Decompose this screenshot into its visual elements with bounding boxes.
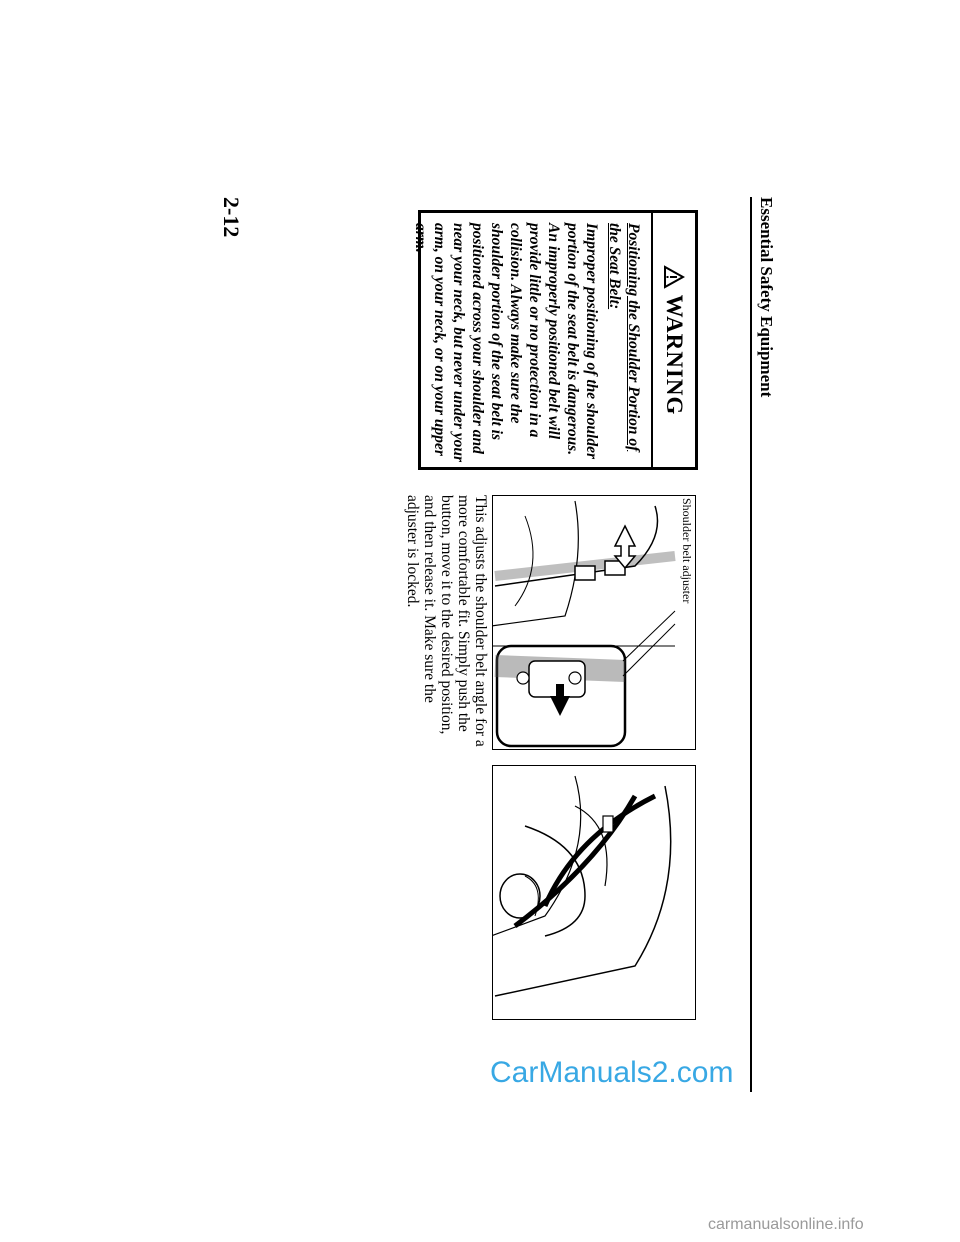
watermark-carmanuals2: CarManuals2.com (490, 1056, 734, 1089)
figure-label: Shoulder belt adjuster (680, 498, 694, 604)
warning-body: Improper positioning of the shoulder portion of the seat belt is dangerous. An improperly positioned belt will provide little or no protection in a collision. Always make sure the shoulder portion of the seat belt is positioned across your shoulder and near your neck, but never under your arm, on your neck, or on your upper arm. (412, 223, 600, 462)
watermark-carmanualsonline: carmanualsonline.info (708, 1216, 864, 1233)
page-number: 2-12 (219, 197, 244, 238)
header-rule (750, 197, 752, 1092)
shoulder-belt-adjuster-figure (492, 495, 696, 750)
belt-position-figure (492, 765, 696, 1020)
warning-triangle-icon (663, 265, 685, 289)
section-header: Essential Safety Equipment (757, 197, 776, 398)
warning-header (651, 213, 695, 467)
adjuster-description: This adjusts the shoulder belt angle for a more comfortable fit. Simply push the button, move it to the desired position, and then release it. Make sure the adjuster is locked. (404, 495, 489, 747)
belted-person-illustration (492, 766, 695, 1020)
warning-title: Positioning the Shoulder Portion of the Seat Belt: (606, 223, 642, 452)
warning-box (412, 210, 698, 470)
seat-belt-adjuster-illustration (492, 496, 695, 750)
warning-heading: WARNING (662, 294, 687, 416)
